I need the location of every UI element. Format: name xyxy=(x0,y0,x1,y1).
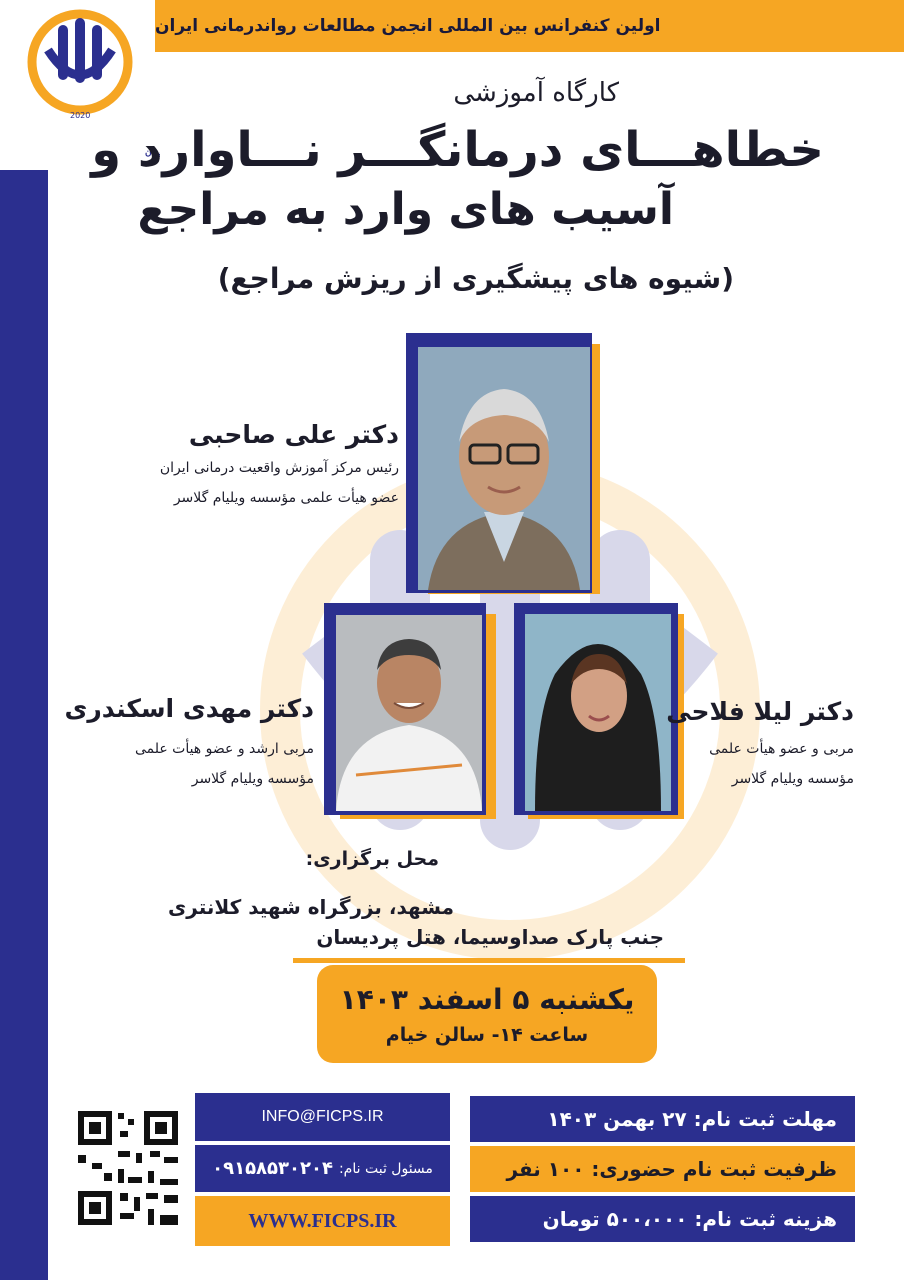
speaker-2-role-line-2: مؤسسه ویلیام گلاسر xyxy=(191,771,314,787)
registration-capacity xyxy=(470,1146,855,1192)
speaker-2-name: دکتر مهدی اسکندری xyxy=(64,694,314,723)
registration-capacity-text: ظرفیت ثبت نام حضوری: ۱۰۰ نفر xyxy=(506,1157,837,1181)
event-date-box xyxy=(317,965,657,1063)
phone-number[interactable]: ۰۹۱۵۸۵۳۰۲۰۴ xyxy=(212,1158,333,1179)
speaker-1-role-line-2: عضو هیأت علمی مؤسسه ویلیام گلاسر xyxy=(173,490,399,506)
left-accent-band xyxy=(0,170,48,1280)
venue-address-line-1: مشهد، بزرگراه شهید کلانتری xyxy=(167,895,454,919)
workshop-title-line-2: آسیب های وارد به مراجع xyxy=(137,184,674,235)
registration-fee xyxy=(470,1196,855,1242)
speaker-3-photo xyxy=(525,614,671,811)
speaker-1-photo xyxy=(418,347,590,590)
speaker-1-role-line-1: رئیس مرکز آموزش واقعیت درمانی ایران xyxy=(159,460,399,476)
logo-persian-name: ران xyxy=(145,148,160,158)
speaker-3-role-line-2: مؤسسه ویلیام گلاسر xyxy=(731,771,854,787)
speaker-1-name: دکتر علی صاحبی xyxy=(188,420,399,449)
website-link[interactable] xyxy=(195,1196,450,1246)
workshop-subtitle: (شیوه های پیشگیری از ریزش مراجع) xyxy=(217,262,734,295)
registration-deadline xyxy=(470,1096,855,1142)
contact-email[interactable] xyxy=(195,1093,450,1141)
phone-label: مسئول ثبت نام: xyxy=(338,1160,433,1177)
speaker-3-name: دکتر لیلا فلاحی xyxy=(666,697,854,726)
website-text[interactable]: WWW.FICPS.IR xyxy=(248,1209,397,1232)
qr-code[interactable] xyxy=(60,1093,194,1243)
speaker-3-role-line-1: مربی و عضو هیأت علمی xyxy=(709,741,854,757)
venue-title: محل برگزاری: xyxy=(305,848,439,870)
workshop-label: کارگاه آموزشی xyxy=(453,78,619,108)
event-date: یکشنبه ۵ اسفند ۱۴۰۳ xyxy=(339,982,635,1016)
logo-year: 2020 xyxy=(70,111,91,120)
registration-deadline-text: مهلت ثبت نام: ۲۷ بهمن ۱۴۰۳ xyxy=(547,1107,837,1131)
date-accent-line xyxy=(293,958,685,963)
speaker-2-photo xyxy=(336,615,482,811)
registration-contact xyxy=(195,1145,450,1192)
event-time-hall: ساعت ۱۴- سالن خیام xyxy=(385,1023,589,1046)
workshop-title-line-1: خطاهـــای درمانگـــر نـــاوارد و xyxy=(91,122,824,178)
venue-address-line-2: جنب پارک صداوسیما، هتل پردیسان xyxy=(316,925,664,949)
registration-fee-text: هزینه ثبت نام: ۵۰۰،۰۰۰ تومان xyxy=(542,1207,837,1231)
conference-banner xyxy=(155,0,904,52)
contact-email-text[interactable]: INFO@FICPS.IR xyxy=(261,1108,384,1125)
conference-banner-text: اولین کنفرانس بین المللی انجمن مطالعات رواندرمانی ایران xyxy=(155,16,661,36)
speaker-2-role-line-1: مربی ارشد و عضو هیأت علمی xyxy=(134,741,314,757)
